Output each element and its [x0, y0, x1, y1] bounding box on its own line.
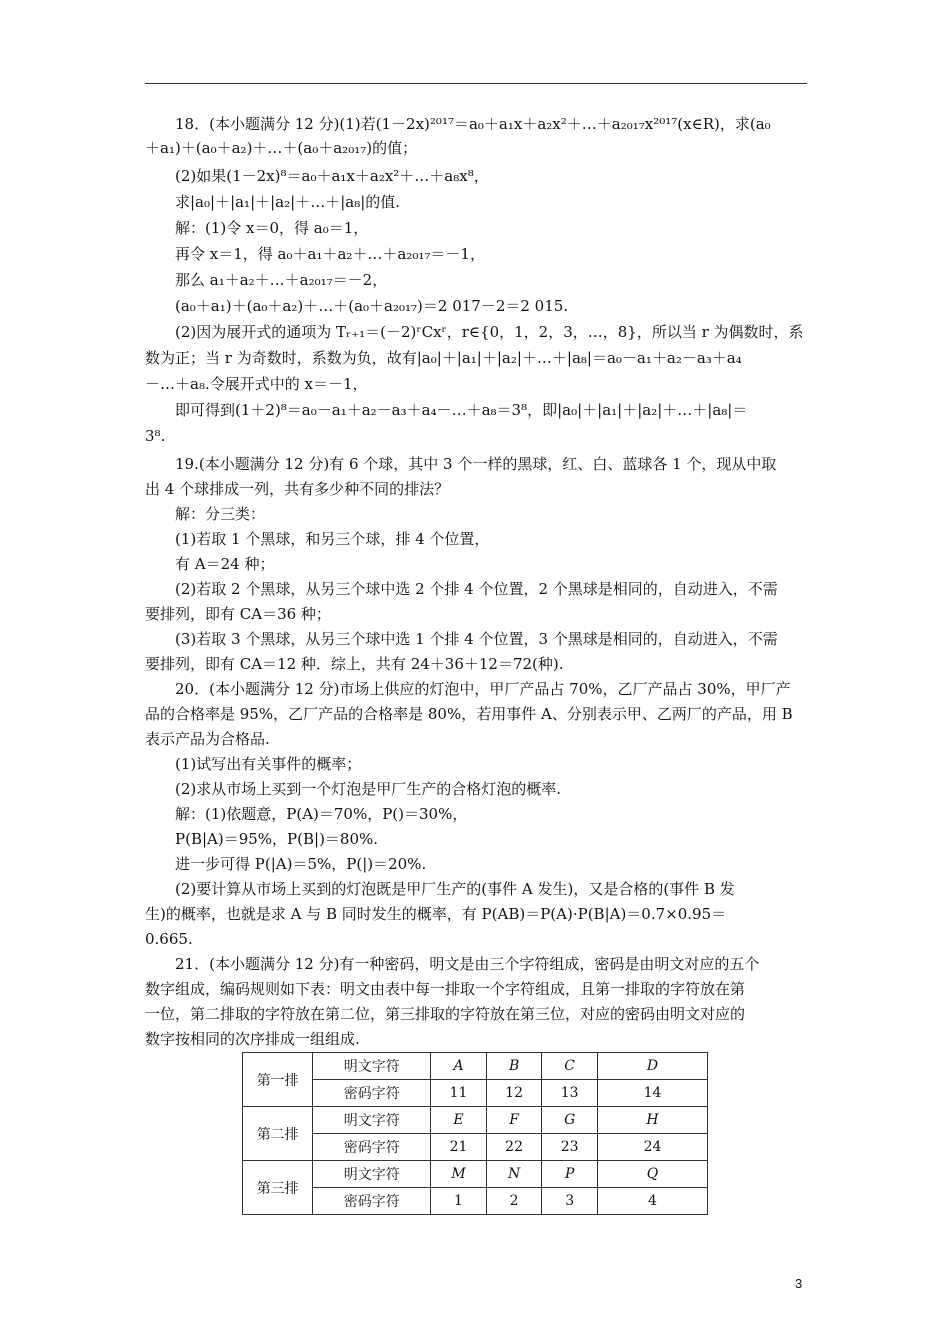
q18-solution-line-2: 再令 x＝1，得 a₀＋a₁＋a₂＋…＋a₂₀₁₇＝－1，: [175, 245, 485, 263]
code-value: 12: [486, 1080, 542, 1107]
q20-stem-line-2: 品的合格率是 95%，乙厂产品的合格率是 80%，若用事件 A、分别表示甲、乙两厂的产品，用 B: [145, 705, 793, 723]
code-value: 24: [597, 1134, 707, 1161]
q20-solution-line-4: (2)要计算从市场上买到的灯泡既是甲厂生产的(事件 A 发生)，又是合格的(事件 B 发: [175, 880, 735, 898]
code-value: 22: [486, 1134, 542, 1161]
q21-stem-line-3: 一位，第二排取的字符放在第二位，第三排取的字符放在第三位，对应的密码由明文对应的: [145, 1005, 746, 1023]
row-name: 第一排: [243, 1053, 313, 1107]
q18-solution-line-7: －…＋a₈.令展开式中的 x＝－1，: [145, 375, 368, 393]
plain-char: B: [486, 1053, 542, 1080]
row-name: 第三排: [243, 1161, 313, 1215]
q18-solution-line-8: 即可得到(1＋2)⁸＝a₀－a₁＋a₂－a₃＋a₄－…＋a₈＝3⁸，即|a₀|＋|a₁|＋|a₂|＋…＋|a₈|＝: [175, 401, 748, 419]
q20-stem-line-3: 表示产品为合格品.: [145, 730, 270, 748]
q20-solution-line-6: 0.665.: [145, 930, 193, 948]
page-number: 3: [795, 1276, 803, 1291]
code-value: 2: [486, 1188, 542, 1215]
code-label: 密码字符: [313, 1188, 431, 1215]
q21-stem-line-2: 数字组成，编码规则如下表：明文由表中每一排取一个字符组成，且第一排取的字符放在第: [145, 980, 746, 998]
plain-char: M: [431, 1161, 487, 1188]
plain-label: 明文字符: [313, 1107, 431, 1134]
plain-char: D: [597, 1053, 707, 1080]
row-name: 第二排: [243, 1107, 313, 1161]
q18-solution-line-1: 解：(1)令 x＝0，得 a₀＝1，: [175, 219, 369, 237]
code-value: 3: [542, 1188, 598, 1215]
q18-part2-line-1: (2)如果(1－2x)⁸＝a₀＋a₁x＋a₂x²＋…＋a₈x⁸，: [175, 167, 489, 185]
q20-solution-line-1: 解：(1)依题意，P(A)＝70%，P()＝30%，: [175, 805, 468, 823]
code-value: 23: [542, 1134, 598, 1161]
cipher-table: [242, 1052, 708, 1215]
plain-char: H: [597, 1107, 707, 1134]
header-rule: [145, 83, 807, 84]
q19-solution-line-1: 解：分三类：: [175, 505, 266, 523]
plain-char: A: [431, 1053, 487, 1080]
table-row: [243, 1107, 708, 1134]
table-row: [243, 1080, 708, 1107]
q18-stem-line-2: ＋a₁)＋(a₀＋a₂)＋…＋(a₀＋a₂₀₁₇)的值；: [145, 139, 418, 157]
plain-char: Q: [597, 1161, 707, 1188]
q19-solution-line-2: (1)若取 1 个黑球，和另三个球，排 4 个位置，: [175, 530, 490, 548]
q19-solution-line-7: 要排列，即有 CA＝12 种．综上，共有 24＋36＋12＝72(种).: [145, 655, 564, 673]
q20-solution-line-2: P(B|A)＝95%，P(B|)＝80%.: [175, 830, 379, 848]
q18-stem-line-1: 18．(本小题满分 12 分)(1)若(1－2x)²⁰¹⁷＝a₀＋a₁x＋a₂x²＋…＋a₂₀₁₇x²⁰¹⁷(x∈R)，求(a₀: [175, 115, 771, 133]
q19-solution-line-5: 要排列，即有 CA＝36 种；: [145, 605, 331, 623]
q20-solution-line-3: 进一步可得 P(|A)＝5%，P(|)＝20%.: [175, 855, 427, 873]
q18-solution-line-6: 数为正；当 r 为奇数时，系数为负，故有|a₀|＋|a₁|＋|a₂|＋…＋|a₈|＝a₀－a₁＋a₂－a₃＋a₄: [145, 349, 742, 367]
code-value: 21: [431, 1134, 487, 1161]
q19-stem-line-2: 出 4 个球排成一列，共有多少种不同的排法？: [145, 480, 450, 498]
plain-label: 明文字符: [313, 1053, 431, 1080]
q21-stem-line-1: 21．(本小题满分 12 分)有一种密码，明文是由三个字符组成，密码是由明文对应的五个: [175, 955, 760, 973]
q20-part1: (1)试写出有关事件的概率；: [175, 755, 362, 773]
plain-char: F: [486, 1107, 542, 1134]
q20-part2: (2)求从市场上买到一个灯泡是甲厂生产的合格灯泡的概率.: [175, 780, 562, 798]
q20-stem-line-1: 20．(本小题满分 12 分)市场上供应的灯泡中，甲厂产品占 70%，乙厂产品占 30%，甲厂产: [175, 680, 791, 698]
q18-solution-line-5: (2)因为展开式的通项为 Tᵣ₊₁＝(－2)ʳCxʳ，r∈{0，1，2，3，…，8}，所以当 r 为偶数时，系: [175, 323, 804, 341]
q19-stem-line-1: 19.(本小题满分 12 分)有 6 个球，其中 3 个一样的黑球，红、白、蓝球各 1 个，现从中取: [175, 455, 777, 473]
plain-char: C: [542, 1053, 598, 1080]
code-label: 密码字符: [313, 1134, 431, 1161]
table-row: [243, 1161, 708, 1188]
q18-part2-line-2: 求|a₀|＋|a₁|＋|a₂|＋…＋|a₈|的值.: [175, 193, 401, 211]
table-row: [243, 1134, 708, 1161]
code-label: 密码字符: [313, 1080, 431, 1107]
plain-char: N: [486, 1161, 542, 1188]
q20-solution-line-5: 生)的概率，也就是求 A 与 B 同时发生的概率，有 P(AB)＝P(A)·P(B|A)＝0.7×0.95＝: [145, 905, 727, 923]
plain-label: 明文字符: [313, 1161, 431, 1188]
plain-char: G: [542, 1107, 598, 1134]
q19-solution-line-6: (3)若取 3 个黑球，从另三个球中选 1 个排 4 个位置，3 个黑球是相同的，自动进入，不需: [175, 630, 778, 648]
q19-solution-line-3: 有 A＝24 种；: [175, 555, 275, 573]
q18-solution-line-9: 3⁸.: [145, 427, 166, 445]
code-value: 14: [597, 1080, 707, 1107]
code-value: 4: [597, 1188, 707, 1215]
q18-solution-line-4: (a₀＋a₁)＋(a₀＋a₂)＋…＋(a₀＋a₂₀₁₇)＝2 017－2＝2 015.: [175, 297, 569, 315]
table-row: [243, 1053, 708, 1080]
table-row: [243, 1188, 708, 1215]
code-value: 11: [431, 1080, 487, 1107]
code-value: 1: [431, 1188, 487, 1215]
code-value: 13: [542, 1080, 598, 1107]
plain-char: P: [542, 1161, 598, 1188]
q18-solution-line-3: 那么 a₁＋a₂＋…＋a₂₀₁₇＝－2，: [175, 271, 388, 289]
plain-char: E: [431, 1107, 487, 1134]
q21-stem-line-4: 数字按相同的次序排成一组组成.: [145, 1030, 360, 1048]
q19-solution-line-4: (2)若取 2 个黑球，从另三个球中选 2 个排 4 个位置，2 个黑球是相同的，自动进入，不需: [175, 580, 778, 598]
